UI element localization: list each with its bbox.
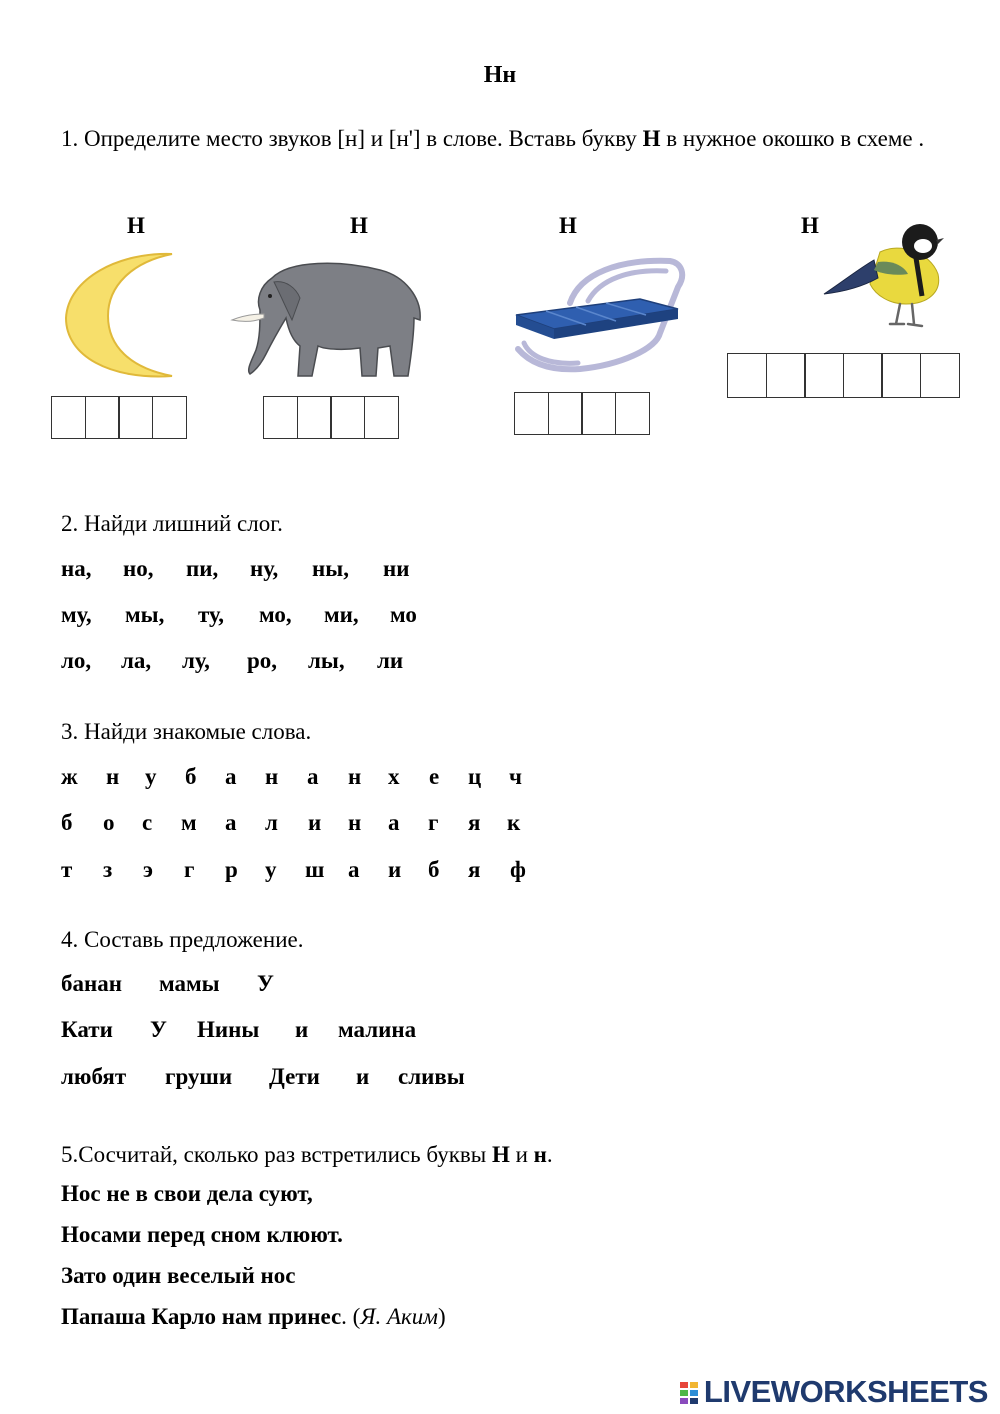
poem-line-4: Папаша Карло нам принес. (Я. Аким) bbox=[61, 1304, 446, 1329]
scheme-cell[interactable] bbox=[330, 396, 365, 439]
grid-letter[interactable]: т bbox=[61, 857, 73, 882]
grid-letter[interactable]: н bbox=[265, 764, 279, 789]
grid-letter[interactable]: ц bbox=[468, 764, 482, 789]
scheme-cell[interactable] bbox=[804, 353, 844, 398]
grid-letter[interactable]: л bbox=[265, 810, 278, 835]
grid-letter[interactable]: х bbox=[388, 764, 400, 789]
word-token[interactable]: и bbox=[356, 1064, 370, 1089]
grid-letter[interactable]: ш bbox=[305, 857, 325, 882]
liveworksheets-logo: LIVEWORKSHEETS bbox=[680, 1374, 988, 1410]
scheme-cell[interactable] bbox=[766, 353, 806, 398]
grid-letter[interactable]: а bbox=[348, 857, 360, 882]
grid-letter[interactable]: а bbox=[225, 810, 237, 835]
scheme-cell[interactable] bbox=[920, 353, 960, 398]
task1-label-2: Н bbox=[350, 213, 368, 238]
task3-heading: 3. Найди знакомые слова. bbox=[61, 719, 312, 744]
grid-letter[interactable]: э bbox=[143, 857, 153, 882]
word-token[interactable]: банан bbox=[61, 971, 123, 996]
poem-line-2: Носами перед сном клюют. bbox=[61, 1222, 343, 1247]
grid-letter[interactable]: г bbox=[184, 857, 195, 882]
elephant-icon bbox=[230, 258, 430, 383]
word-token[interactable]: и bbox=[295, 1017, 309, 1042]
scheme-cell[interactable] bbox=[514, 392, 549, 435]
scheme-cell[interactable] bbox=[548, 392, 583, 435]
syllable[interactable]: мо, bbox=[259, 602, 292, 627]
grid-letter[interactable]: н bbox=[348, 810, 362, 835]
syllable[interactable]: ни bbox=[383, 556, 410, 581]
scheme-cell[interactable] bbox=[364, 396, 399, 439]
grid-letter[interactable]: у bbox=[145, 764, 157, 789]
syllable[interactable]: ны, bbox=[312, 556, 349, 581]
task1-label-3: Н bbox=[559, 213, 577, 238]
grid-letter[interactable]: у bbox=[265, 857, 277, 882]
word-token[interactable]: сливы bbox=[398, 1064, 465, 1089]
word-token[interactable]: мамы bbox=[159, 971, 220, 996]
titmouse-icon bbox=[820, 212, 945, 334]
task5-heading: 5.Сосчитай, сколько раз встретились буквы Н и н. bbox=[61, 1142, 553, 1167]
grid-letter[interactable]: а bbox=[388, 810, 400, 835]
grid-letter[interactable]: н bbox=[348, 764, 362, 789]
syllable[interactable]: на, bbox=[61, 556, 92, 581]
syllable[interactable]: ли bbox=[377, 648, 404, 673]
grid-letter[interactable]: ф bbox=[510, 857, 526, 882]
syllable[interactable]: му, bbox=[61, 602, 92, 627]
sound-scheme-elephant bbox=[263, 396, 399, 439]
task1-label-1: Н bbox=[127, 213, 145, 238]
sound-scheme-sled bbox=[514, 392, 650, 435]
grid-letter[interactable]: б bbox=[185, 764, 197, 789]
word-token[interactable]: Кати bbox=[61, 1017, 113, 1042]
grid-letter[interactable]: е bbox=[429, 764, 440, 789]
task1-instruction: 1. Определите место звуков [н] и [н'] в слове. Вставь букву Н в нужное окошко в схеме . bbox=[61, 126, 925, 151]
scheme-cell[interactable] bbox=[263, 396, 298, 439]
grid-letter[interactable]: и bbox=[388, 857, 402, 882]
task1-label-4: Н bbox=[801, 213, 819, 238]
grid-letter[interactable]: а bbox=[307, 764, 319, 789]
grid-letter[interactable]: р bbox=[225, 857, 238, 882]
syllable[interactable]: ту, bbox=[198, 602, 224, 627]
scheme-cell[interactable] bbox=[118, 396, 153, 439]
grid-letter[interactable]: а bbox=[225, 764, 237, 789]
word-token[interactable]: У bbox=[150, 1017, 167, 1042]
grid-letter[interactable]: и bbox=[308, 810, 322, 835]
scheme-cell[interactable] bbox=[85, 396, 120, 439]
syllable[interactable]: лы, bbox=[308, 648, 345, 673]
word-token[interactable]: любят bbox=[61, 1064, 127, 1089]
poem-line-3: Зато один веселый нос bbox=[61, 1263, 296, 1288]
scheme-cell[interactable] bbox=[881, 353, 921, 398]
word-token[interactable]: У bbox=[257, 971, 274, 996]
poem-line-1: Нос не в свои дела суют, bbox=[61, 1181, 313, 1206]
scheme-cell[interactable] bbox=[297, 396, 332, 439]
sled-icon bbox=[510, 253, 690, 378]
sound-scheme-titmouse bbox=[727, 353, 960, 398]
task4-heading: 4. Составь предложение. bbox=[61, 927, 304, 952]
sound-scheme-moon bbox=[51, 396, 187, 439]
syllable[interactable]: ла, bbox=[121, 648, 152, 673]
grid-letter[interactable]: ч bbox=[509, 764, 522, 789]
grid-letter[interactable]: з bbox=[103, 857, 113, 882]
word-token[interactable]: малина bbox=[338, 1017, 417, 1042]
syllable[interactable]: ми, bbox=[324, 602, 359, 627]
grid-letter[interactable]: б bbox=[61, 810, 73, 835]
moon-icon bbox=[60, 248, 180, 383]
syllable[interactable]: ро, bbox=[247, 648, 278, 673]
syllable[interactable]: ло, bbox=[61, 648, 92, 673]
grid-letter[interactable]: я bbox=[468, 810, 481, 835]
grid-letter[interactable]: с bbox=[142, 810, 153, 835]
page-title: Нн bbox=[483, 62, 517, 88]
word-token[interactable]: Дети bbox=[269, 1064, 320, 1089]
scheme-cell[interactable] bbox=[581, 392, 616, 435]
scheme-cell[interactable] bbox=[615, 392, 650, 435]
scheme-cell[interactable] bbox=[152, 396, 187, 439]
scheme-cell[interactable] bbox=[843, 353, 883, 398]
grid-letter[interactable]: ж bbox=[61, 764, 78, 789]
grid-letter[interactable]: к bbox=[507, 810, 521, 835]
liveworksheets-mark-icon bbox=[680, 1382, 698, 1404]
syllable[interactable]: пи, bbox=[186, 556, 219, 581]
word-token[interactable]: Нины bbox=[197, 1017, 260, 1042]
syllable[interactable]: но, bbox=[123, 556, 154, 581]
grid-letter[interactable]: г bbox=[428, 810, 439, 835]
scheme-cell[interactable] bbox=[727, 353, 767, 398]
syllable[interactable]: мы, bbox=[125, 602, 165, 627]
grid-letter[interactable]: н bbox=[106, 764, 120, 789]
scheme-cell[interactable] bbox=[51, 396, 86, 439]
grid-letter[interactable]: о bbox=[103, 810, 115, 835]
syllable[interactable]: ну, bbox=[250, 556, 279, 581]
grid-letter[interactable]: м bbox=[181, 810, 197, 835]
syllable[interactable]: мо bbox=[390, 602, 417, 627]
grid-letter[interactable]: я bbox=[468, 857, 481, 882]
syllable[interactable]: лу, bbox=[182, 648, 210, 673]
grid-letter[interactable]: б bbox=[428, 857, 440, 882]
task2-heading: 2. Найди лишний слог. bbox=[61, 511, 283, 536]
word-token[interactable]: груши bbox=[165, 1064, 233, 1089]
